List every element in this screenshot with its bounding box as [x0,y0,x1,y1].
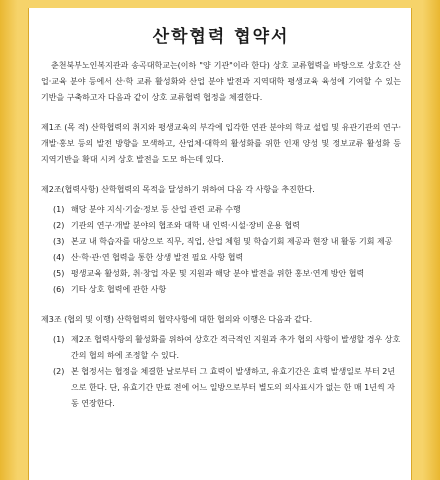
list-item: (1) 제2조 협력사항의 활성화를 위하여 상호간 적극적인 지원과 추가 협의 사항이 발생할 경우 상호간의 협의 하에 조정할 수 있다. [53,335,401,360]
list-item: (6) 기타 상호 협력에 관한 사항 [53,285,167,294]
article-3-heading: 제3조 (협의 및 이행) 산학협력의 협약사항에 대한 협의와 이행은 다음과 같다. [41,315,313,324]
article-2-heading: 제2조(협력사항) 산학협력의 목적을 달성하기 위하여 다음 각 사항을 추진한다. [41,185,315,194]
list-item: (4) 산·학·관·연 협력을 통한 상생 발전 필요 사항 협력 [53,253,244,262]
list-item: (3) 본교 내 학습자를 대상으로 직무, 직업, 산업 체험 및 학습기회 제공과 현장 내 활동 기회 제공 [53,237,393,246]
list-item: (5) 평생교육 활성화, 취·창업 자문 및 지원과 해당 분야 발전을 위한 홍보·연계 방안 협력 [53,269,365,278]
agreement-document [28,8,412,480]
article-2-list [41,202,401,298]
article-3-list [41,332,401,412]
list-item: (2) 본 협정서는 협정을 체결한 날로부터 그 효력이 발생하고, 유효기간은 효력 발생일로 부터 2년으로 한다. 단, 유효기간 만료 전에 어느 일방으로부터 별도의 의사표시가 없는 한 매 1년씩 자동 연장한다. [53,367,396,408]
intro-paragraph: 춘천북부노인복지관과 송곡대학교는(이하 "양 기관"이라 한다) 상호 교류협력을 바탕으로 상호간 산업·교육 분야 등에서 산·학 교류 활성화와 산업 분야 발전과 지역대학 평생교육 육성에 기여할 수 있는 기반을 구축하고자 다음과 같이 상호 교류협력 협정을 체결한다. [41,61,401,102]
document-title: 산학협력 협약서 [152,27,290,47]
article-1: 제1조 (목 적) 산학협력의 취지와 평생교육의 부각에 입각한 연관 분야의 학교 설립 및 유관기관의 연구·개발·홍보 등의 발전 방향을 모색하고, 산업체·대학의 활성화를 위한 인재 양성 및 정보교류 활성화 등 지역기반을 확대 시켜 상호 발전을 도모 하는데 있다. [41,123,401,164]
list-item: (1) 해당 분야 지식·기술·정보 등 산업 관련 교류 수행 [53,205,241,214]
list-item: (2) 기관의 연구·개발 분야의 협조와 대학 내 인력·시설·장비 운용 협력 [53,221,300,230]
